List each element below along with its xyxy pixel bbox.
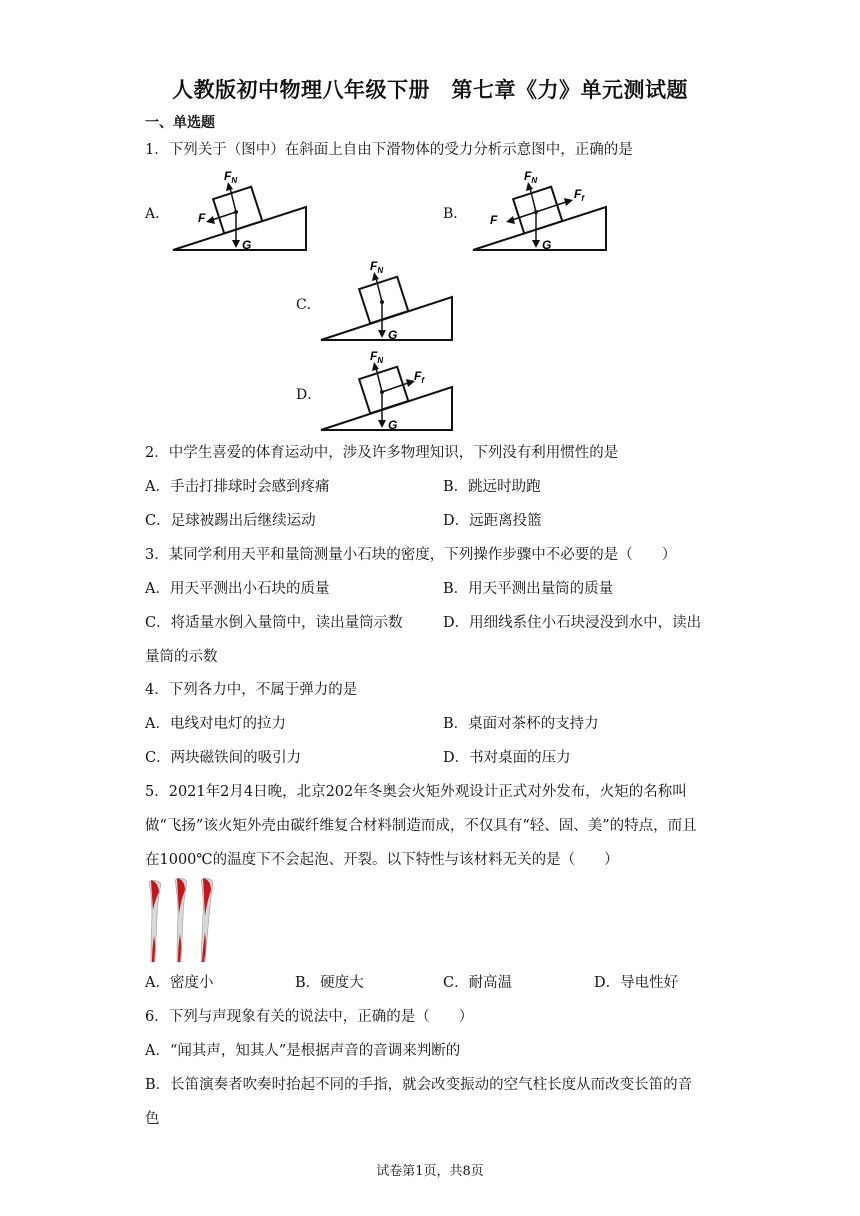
q1-diagram-b [470, 166, 610, 256]
q4-option-c: C．两块磁铁间的吸引力 [145, 750, 302, 766]
q1-option-a-label: A． [145, 206, 170, 222]
q3-option-b: B．用天平测出量筒的质量 [443, 581, 614, 597]
torch-image [143, 876, 223, 966]
q1-diagram-a [170, 166, 310, 256]
question-5-line-3: 在1000℃的温度下不会起泡、开裂。以下特性与该材料无关的是（ ） [145, 852, 619, 868]
svg-text:F: F [490, 213, 498, 227]
svg-text:Ff: $F_f$ [414, 369, 425, 385]
svg-text:G: G [388, 418, 398, 432]
q6-option-a: A．“闻其声，知其人”是根据声音的音调来判断的 [145, 1043, 461, 1059]
svg-text:FN: $F_N$ [370, 259, 384, 275]
q3-option-c: C．将适量水倒入量筒中，读出量筒示数 [145, 615, 403, 631]
q1-diagram-c [318, 256, 458, 346]
q6-option-b-line-1: B．长笛演奏者吹奏时抬起不同的手指，就会改变振动的空气柱长度从而改变长笛的音 [145, 1077, 693, 1093]
section-heading: 一、单选题 [145, 115, 215, 131]
q5-option-d: D．导电性好 [594, 975, 679, 991]
question-2-stem: 2．中学生喜爱的体育运动中，涉及许多物理知识，下列没有利用惯性的是 [145, 445, 619, 461]
q2-option-c: C．足球被踢出后继续运动 [145, 513, 316, 529]
q3-option-d: D．用细线系住小石块浸没到水中，读出 [443, 615, 702, 631]
question-1-stem: 1．下列关于（图中）在斜面上自由下滑物体的受力分析示意图中，正确的是 [145, 142, 633, 158]
q3-option-d-continued: 量筒的示数 [145, 649, 218, 665]
q6-option-b-line-2: 色 [145, 1111, 160, 1127]
question-6-stem: 6．下列与声现象有关的说法中，正确的是（ ） [145, 1009, 474, 1025]
page-title: 人教版初中物理八年级下册 第七章《力》单元测试题 [172, 77, 688, 102]
question-5-line-2: 做“飞扬”该火矩外壳由碳纤维复合材料制造而成，不仅具有“轻、固、美”的特点，而且 [145, 818, 697, 834]
svg-text:G: G [388, 328, 398, 342]
q2-option-d: D．远距离投篮 [443, 513, 542, 529]
q2-option-a: A．手击打排球时会感到疼痛 [145, 479, 330, 495]
q4-option-b: B．桌面对茶杯的支持力 [443, 716, 599, 732]
svg-text:G: G [242, 238, 252, 252]
q4-option-d: D．书对桌面的压力 [443, 750, 571, 766]
q1-diagram-d [318, 346, 458, 436]
question-3-stem: 3．某同学利用天平和量筒测量小石块的密度，下列操作步骤中不必要的是（ ） [145, 547, 677, 563]
q2-option-b: B．跳远时助跑 [443, 479, 541, 495]
q5-option-c: C．耐高温 [443, 975, 513, 991]
q4-option-a: A．电线对电灯的拉力 [145, 716, 286, 732]
q1-option-b-label: B． [443, 206, 468, 222]
q3-option-a: A．用天平测出小石块的质量 [145, 581, 330, 597]
question-4-stem: 4．下列各力中，不属于弹力的是 [145, 682, 358, 698]
q1-option-c-label: C． [296, 297, 321, 313]
q5-option-a: A．密度小 [145, 975, 214, 991]
svg-text:F: F [198, 211, 206, 225]
question-5-line-1: 5．2021年2月4日晚，北京202年冬奥会火矩外观设计正式对外发布，火矩的名称叫 [145, 784, 687, 800]
svg-text:FN: $F_N$ [370, 349, 384, 365]
q5-option-b: B．硬度大 [295, 975, 364, 991]
q1-option-d-label: D． [296, 387, 322, 403]
page-footer: 试卷第1页，共8页 [376, 1164, 484, 1179]
svg-text:G: G [542, 238, 552, 252]
label-fn: $F_N$ [224, 169, 238, 185]
svg-text:Ff: $F_f$ [574, 187, 585, 203]
svg-text:FN: $F_N$ [524, 169, 538, 185]
